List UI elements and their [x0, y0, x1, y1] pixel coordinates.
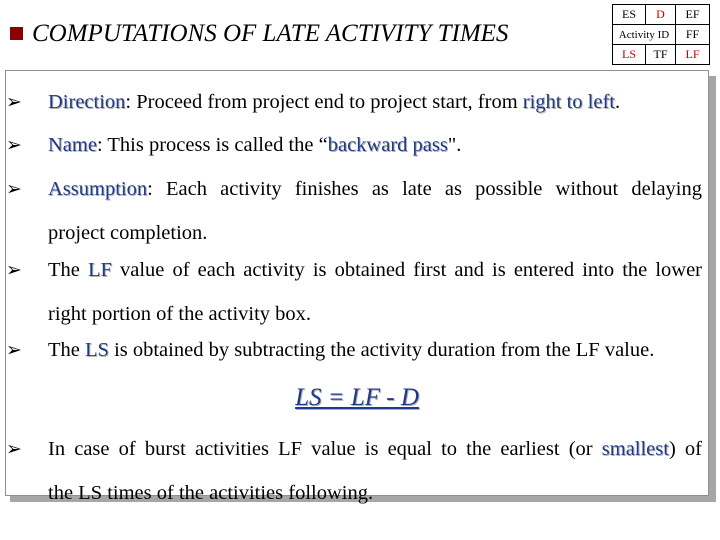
bullet-text: Name: This process is called the “backward pass".: [48, 134, 462, 156]
square-bullet-icon: [10, 27, 23, 40]
arrowhead-bullet-icon: ➢: [6, 438, 22, 460]
bullet-text: The LF value of each activity is obtained first and is entered into the lower right portion of the activity box.: [48, 259, 703, 325]
bullet-text: The LS is obtained by subtracting the activity duration from the LF value.: [48, 339, 655, 361]
legend-activity-id: Activity ID: [613, 25, 676, 45]
legend-lf: LF: [676, 45, 710, 65]
keyword: right to left: [522, 91, 615, 113]
keyword: Name: [48, 134, 97, 156]
arrowhead-bullet-icon: ➢: [6, 178, 22, 200]
keyword: Assumption: [48, 178, 148, 200]
arrowhead-bullet-icon: ➢: [6, 259, 22, 281]
content-panel: [5, 70, 709, 504]
legend-es: ES: [613, 5, 646, 25]
arrowhead-bullet-icon: ➢: [6, 91, 22, 113]
formula: LS = LF - D: [295, 384, 419, 411]
arrowhead-bullet-icon: ➢: [6, 339, 22, 361]
legend-tf: TF: [646, 45, 676, 65]
legend-ff: FF: [676, 25, 710, 45]
keyword: LS: [85, 339, 109, 361]
keyword: Direction: [48, 91, 126, 113]
legend-d: D: [646, 5, 676, 25]
page-title: COMPUTATIONS OF LATE ACTIVITY TIMES: [32, 20, 509, 47]
bullet-text: Direction: Proceed from project end to project start, from right to left.: [48, 91, 621, 113]
keyword: LF: [87, 259, 112, 281]
keyword: smallest: [601, 438, 669, 460]
activity-box-legend: [612, 4, 710, 65]
legend-ls: LS: [613, 45, 646, 65]
arrowhead-bullet-icon: ➢: [6, 134, 22, 156]
bullet-text: Assumption: Each activity finishes as late as possible without delaying project completion.: [48, 178, 702, 244]
keyword: backward pass: [327, 134, 448, 156]
legend-ef: EF: [676, 5, 710, 25]
bullet-text: In case of burst activities LF value is equal to the earliest (or smallest) of the LS times of the activities following.: [48, 438, 702, 504]
